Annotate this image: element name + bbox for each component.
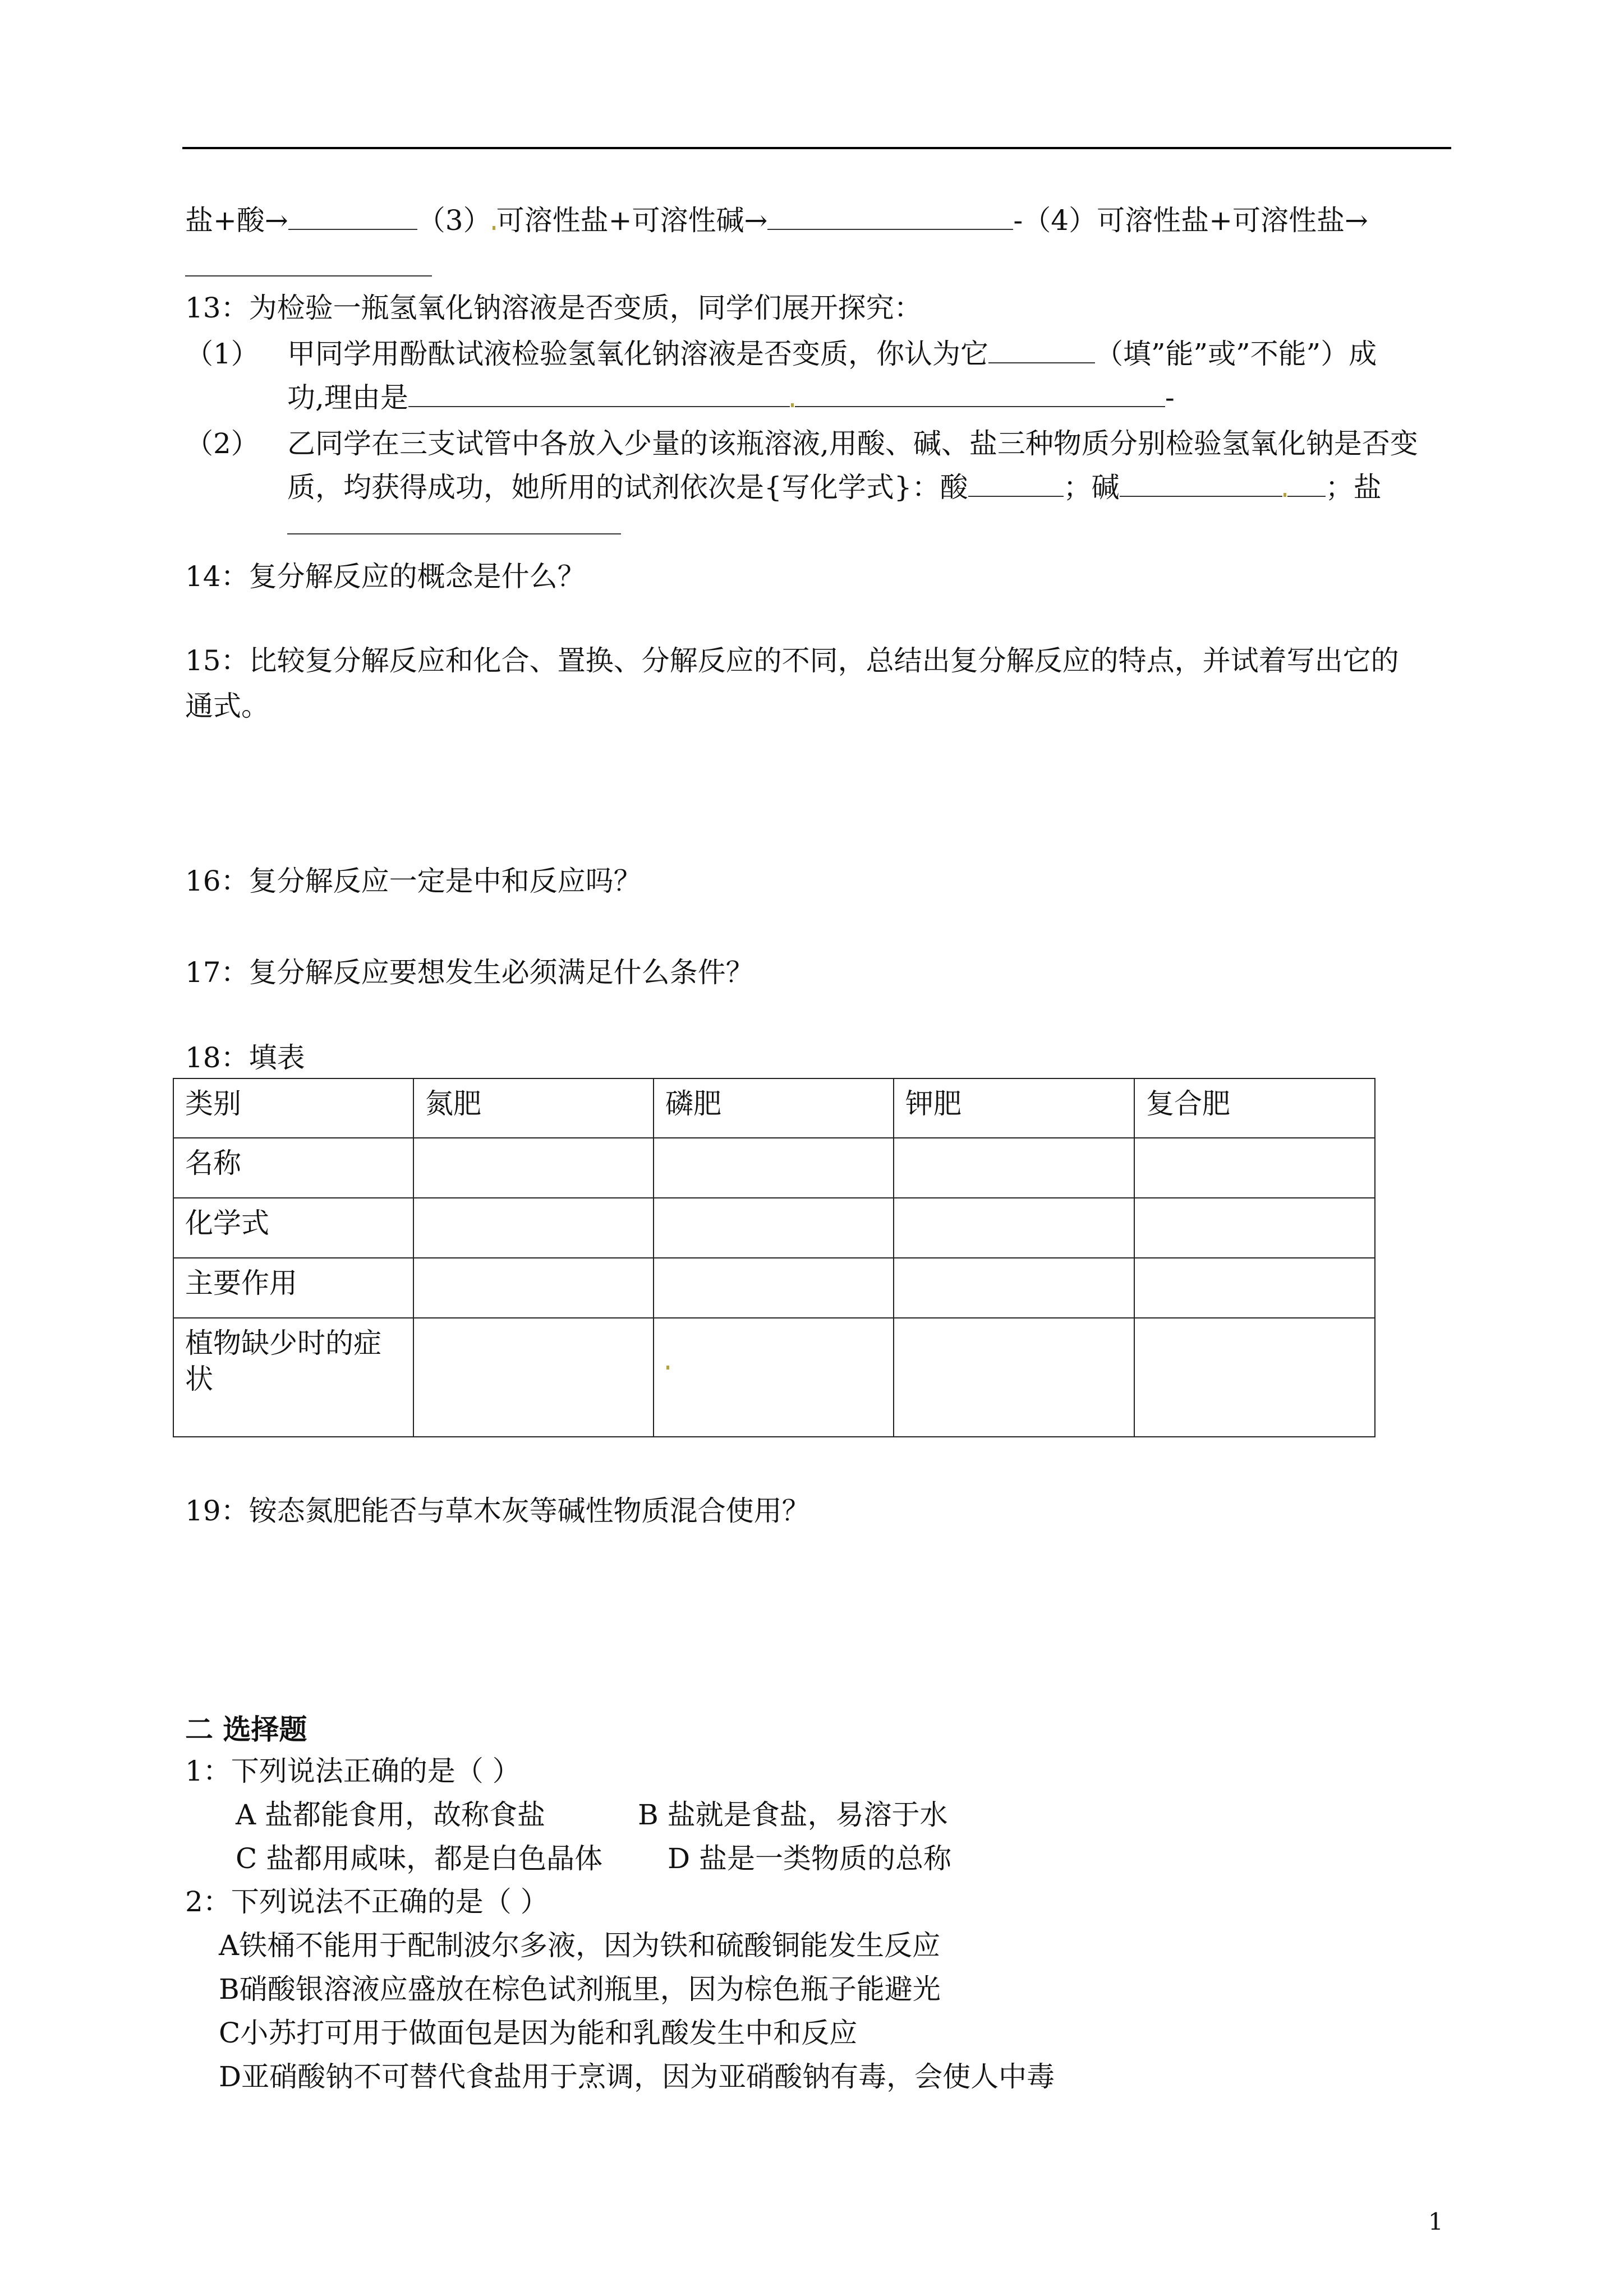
q14-text: 14：复分解反应的概念是什么？ bbox=[185, 560, 586, 593]
mc-q1-option-d[interactable]: D 盐是一类物质的总称 bbox=[668, 1842, 951, 1875]
table-cell[interactable] bbox=[413, 1318, 654, 1437]
table-header-row bbox=[173, 1078, 1375, 1138]
q12-part3: 可溶性盐+可溶性碱→ bbox=[496, 204, 768, 237]
q13-sub2-base-blank[interactable] bbox=[1120, 473, 1282, 497]
q13-sub2-text-c: ；碱 bbox=[1063, 471, 1120, 504]
mc-q1-option-b[interactable]: B 盐就是食盐，易溶于水 bbox=[638, 1799, 948, 1831]
mc-q1-option-a[interactable]: A 盐都能食用，故称食盐 bbox=[236, 1799, 546, 1831]
table-cell[interactable] bbox=[654, 1138, 894, 1198]
q13-sub1-text-c: 功,理由是 bbox=[287, 381, 408, 414]
page-number: 1 bbox=[1428, 2208, 1443, 2235]
q13-sub2-line1: 乙同学在三支试管中各放入少量的该瓶溶液,用酸、碱、盐三种物质分别检验氢氧化钠是否变 bbox=[287, 427, 1418, 460]
q13-sub2-base-blank-2[interactable] bbox=[1287, 473, 1326, 497]
q19-text: 19：铵态氮肥能否与草木灰等碱性物质混合使用？ bbox=[185, 1495, 810, 1527]
q13-sub1-line2 bbox=[287, 380, 1175, 415]
q13-sub2-line2 bbox=[287, 470, 1382, 505]
q18-title: 18：填表 bbox=[185, 1041, 305, 1074]
table-cell[interactable] bbox=[413, 1258, 654, 1318]
table-cell[interactable] bbox=[1134, 1138, 1375, 1198]
table-row bbox=[173, 1258, 1375, 1318]
q13-sub1-blank-2[interactable] bbox=[408, 384, 790, 407]
q13-stem: 13：为检验一瓶氢氧化钠溶液是否变质，同学们展开探究： bbox=[185, 292, 922, 324]
q12-line-2 bbox=[185, 250, 432, 284]
table-cell[interactable] bbox=[654, 1258, 894, 1318]
q13-sub2-number: （2） bbox=[185, 427, 259, 460]
table-row-label-line: 状 bbox=[185, 1363, 213, 1395]
table-cell[interactable] bbox=[894, 1318, 1134, 1437]
q13-sub1-text-b: （填”能”或”不能”）成 bbox=[1095, 338, 1377, 370]
table-cell[interactable] bbox=[894, 1258, 1134, 1318]
table-header-cell: 类别 bbox=[173, 1078, 413, 1138]
q12-blank-2[interactable] bbox=[767, 206, 1013, 230]
table-header-cell: 氮肥 bbox=[413, 1078, 654, 1138]
q13-sub1-blank-3[interactable] bbox=[795, 384, 1165, 407]
table-cell[interactable] bbox=[1134, 1198, 1375, 1258]
table-cell[interactable] bbox=[894, 1198, 1134, 1258]
q15-line1: 15：比较复分解反应和化合、置换、分解反应的不同，总结出复分解反应的特点，并试着写出它的 bbox=[185, 644, 1399, 677]
section-2-title: 二 选择题 bbox=[185, 1713, 307, 1746]
table-row-label: 名称 bbox=[173, 1138, 413, 1198]
header-rule bbox=[182, 147, 1451, 149]
table-row bbox=[173, 1318, 1375, 1437]
q13-sub1-line1 bbox=[287, 336, 1377, 371]
table-row-label bbox=[173, 1318, 413, 1437]
q13-sub1-blank-1[interactable] bbox=[988, 340, 1095, 363]
dot-mark bbox=[493, 226, 495, 230]
mc-q2-option-d[interactable]: D亚硝酸钠不可替代食盐用于烹调，因为亚硝酸钠有毒，会使人中毒 bbox=[219, 2060, 1055, 2093]
q13-sub2-acid-blank[interactable] bbox=[968, 473, 1064, 497]
table-cell[interactable] bbox=[413, 1138, 654, 1198]
q12-blank-3[interactable] bbox=[185, 253, 432, 276]
table-cell[interactable] bbox=[894, 1138, 1134, 1198]
q13-sub2-text-d: ；盐 bbox=[1325, 471, 1382, 504]
table-row bbox=[173, 1198, 1375, 1258]
q13-sub1-text-d: - bbox=[1165, 381, 1175, 414]
q12-blank-1[interactable] bbox=[288, 206, 417, 230]
table-header-cell: 磷肥 bbox=[654, 1078, 894, 1138]
mc-q2-option-c[interactable]: C小苏打可用于做面包是因为能和乳酸发生中和反应 bbox=[219, 2017, 858, 2049]
table-row-label-line: 植物缺少时的症 bbox=[185, 1327, 381, 1359]
mc-q2-option-b[interactable]: B硝酸银溶液应盛放在棕色试剂瓶里，因为棕色瓶子能避光 bbox=[219, 1973, 941, 2005]
table-header-cell: 复合肥 bbox=[1134, 1078, 1375, 1138]
table-cell[interactable] bbox=[1134, 1318, 1375, 1437]
q16-text: 16：复分解反应一定是中和反应吗？ bbox=[185, 865, 642, 897]
q13-sub2-text-b: 质，均获得成功，她所用的试剂依次是{写化学式}：酸 bbox=[287, 471, 968, 504]
q15-line2: 通式。 bbox=[185, 690, 269, 722]
dot-mark bbox=[791, 403, 794, 407]
table-cell[interactable] bbox=[654, 1198, 894, 1258]
table-cell[interactable] bbox=[1134, 1258, 1375, 1318]
q12-part1: 盐+酸→ bbox=[185, 204, 288, 237]
q12-part4: -（4）可溶性盐+可溶性盐→ bbox=[1013, 204, 1368, 237]
mc-q1-option-c[interactable]: C 盐都用咸味，都是白色晶体 bbox=[236, 1842, 603, 1875]
dot-mark bbox=[666, 1366, 669, 1370]
q13-sub1-text-a: 甲同学用酚酞试液检验氢氧化钠溶液是否变质，你认为它 bbox=[287, 338, 988, 370]
q12-part2: （3） bbox=[417, 204, 491, 237]
mc-q2-option-a[interactable]: A铁桶不能用于配制波尔多液，因为铁和硫酸铜能发生反应 bbox=[219, 1929, 941, 1962]
mc-q1-stem: 1：下列说法正确的是（ ） bbox=[185, 1755, 521, 1787]
q13-sub2-salt-blank[interactable] bbox=[287, 511, 621, 534]
table-cell[interactable] bbox=[413, 1198, 654, 1258]
table-row-label: 主要作用 bbox=[173, 1258, 413, 1318]
q13-sub2-line3 bbox=[287, 508, 621, 542]
q12-line bbox=[185, 203, 1368, 238]
mc-q2-stem: 2：下列说法不正确的是（ ） bbox=[185, 1885, 549, 1918]
table-header-cell: 钾肥 bbox=[894, 1078, 1134, 1138]
q17-text: 17：复分解反应要想发生必须满足什么条件？ bbox=[185, 956, 754, 989]
table-row-label: 化学式 bbox=[173, 1198, 413, 1258]
q13-sub1-number: （1） bbox=[185, 338, 259, 370]
dot-mark bbox=[1283, 493, 1286, 497]
table-row bbox=[173, 1138, 1375, 1198]
table-cell[interactable] bbox=[654, 1318, 894, 1437]
fertilizer-table bbox=[173, 1078, 1375, 1437]
